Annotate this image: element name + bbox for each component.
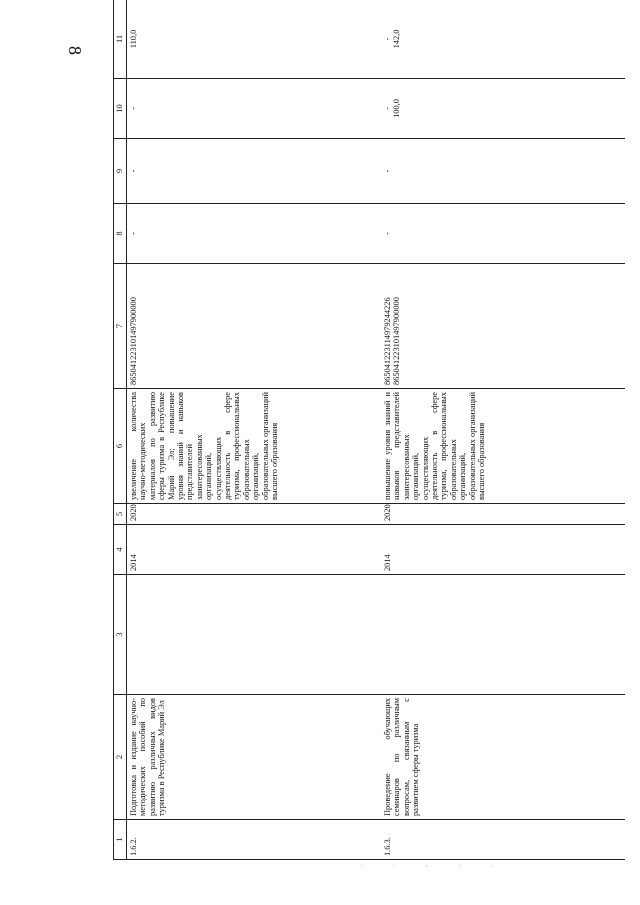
column-number-row xyxy=(114,0,127,860)
scan-specks: · · · · · xyxy=(360,862,508,871)
page-number: 8 xyxy=(65,46,85,55)
column-header: 3 xyxy=(114,575,127,695)
end-year: 2020 xyxy=(381,504,625,525)
executor-cell xyxy=(381,575,625,695)
value-col-9: - xyxy=(381,139,625,204)
column-header: 4 xyxy=(114,525,127,575)
column-header: 1 xyxy=(114,820,127,860)
column-header: 2 xyxy=(114,695,127,820)
table-row xyxy=(127,0,382,860)
table-row xyxy=(381,0,625,860)
value-col-10: - 100,0 xyxy=(381,79,625,139)
value-col-10: - xyxy=(127,79,382,139)
value-col-11: 110,0 xyxy=(127,0,382,79)
value-col-11: - 142,0 xyxy=(381,0,625,79)
expected-result: увеличение количества научно-методических материалов по развитию сферы туризма в Республике Марий Эл; повышение уровня знаний и навыков представителей заинтересованных организаций, осуществляющих деятельность в сфере туризма, профессиональных образовательных организаций, образовательных организаций высшего образования xyxy=(127,389,382,504)
start-year: 2014 xyxy=(127,525,382,575)
column-header: 6 xyxy=(114,389,127,504)
value-col-8: - xyxy=(127,204,382,264)
expected-result: повышение уровня знаний и навыков представителей заинтересованных организаций, осуществляющих деятельность в сфере туризма, профессиональных образовательных организаций, образовательных организаций высшего образования xyxy=(381,389,625,504)
budget-code: 865041223114979244226 865041223101497900000 xyxy=(381,264,625,389)
column-header: 9 xyxy=(114,139,127,204)
budget-code: 865041223101497900000 xyxy=(127,264,382,389)
executor-cell xyxy=(127,575,382,695)
activity-name: Проведение обучающих семинаров по различным вопросам, связанным с развитием сферы туризма xyxy=(381,695,625,820)
column-header: 7 xyxy=(114,264,127,389)
row-number: 1.6.2. xyxy=(127,820,382,860)
start-year: 2014 xyxy=(381,525,625,575)
column-header: 5 xyxy=(114,504,127,525)
column-header: 11 xyxy=(114,0,127,79)
value-col-8: - xyxy=(381,204,625,264)
end-year: 2020 xyxy=(127,504,382,525)
activity-name: Подготовка и издание научно-методических пособий по развитию различных видов туризма в Республике Марий Эл xyxy=(127,695,382,820)
value-col-9: - xyxy=(127,139,382,204)
program-activities-table xyxy=(113,0,625,860)
column-header: 10 xyxy=(114,79,127,139)
program-table-sheet xyxy=(113,0,640,860)
column-header: 8 xyxy=(114,204,127,264)
row-number: 1.6.3. xyxy=(381,820,625,860)
